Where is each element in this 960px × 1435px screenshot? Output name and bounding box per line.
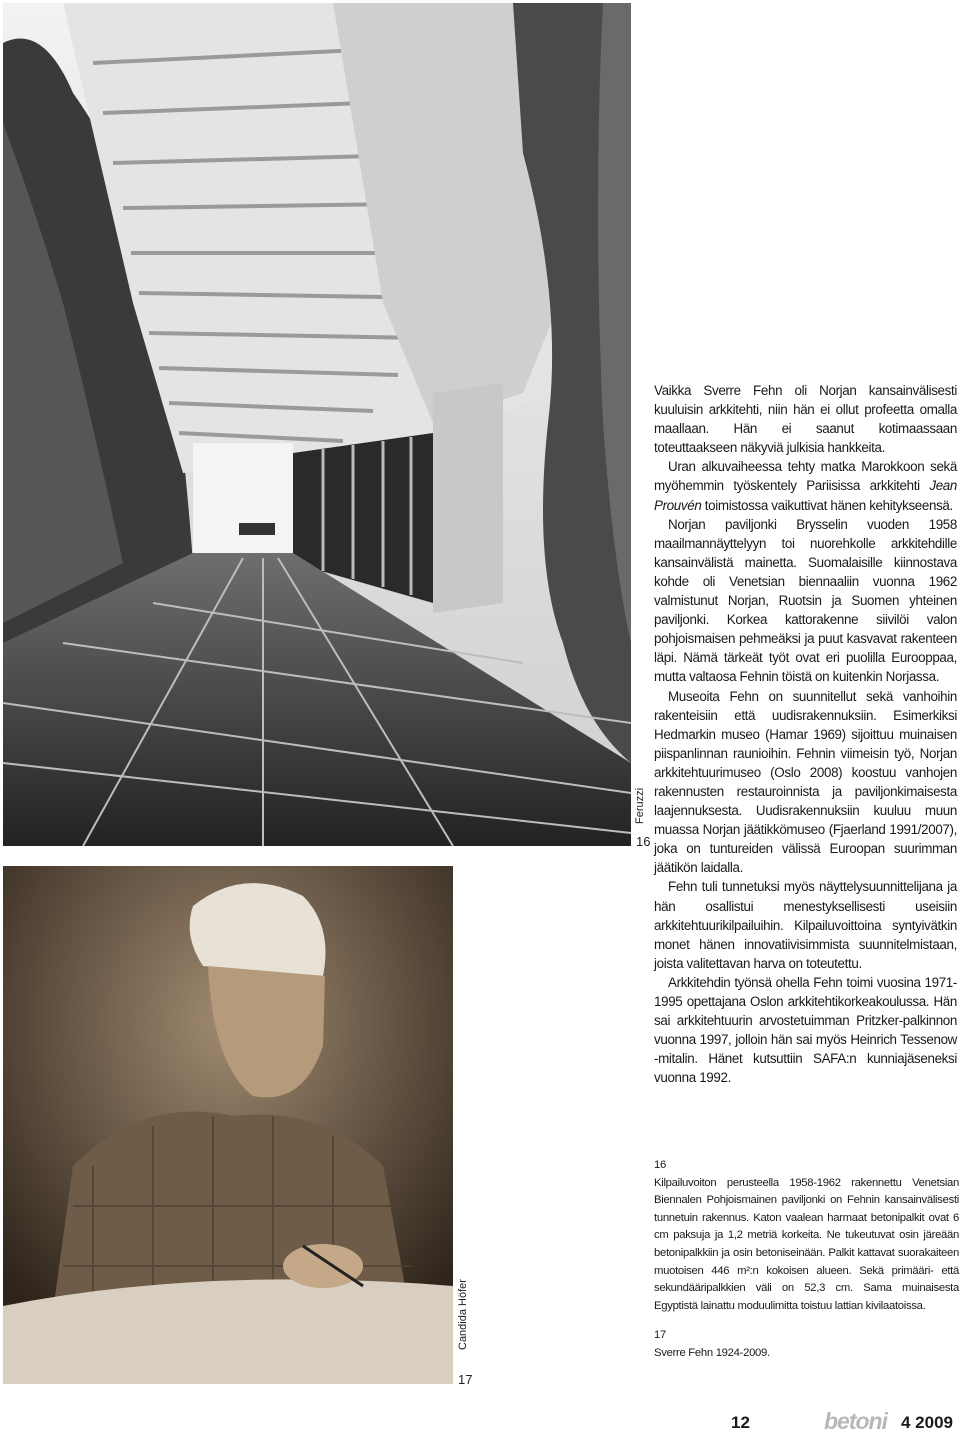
article-paragraph: Museoita Fehn on suunnitellut sekä vanhoihin rakenteisiin että uudisrakennuksiin. Esimerkiksi Hedmarkin museo (Hamar 1969) sijoittuu muinaisen piispanlinnan raunioihin. Fehnin viimeisin työ, Norjan arkkitehtuurimuseo (Oslo 2008) koostuu vanhojen rakennusten restauroinnista ja paviljonkimaisesta laajennuksesta. Uudisrakennuksiin kuuluu muun muassa Norjan jäätikkömuseo (Fjaerland 1991/2007), joka on tuntureiden välissä Euroopan suurimman jäätikön laidalla.	[654, 688, 957, 876]
article-text: toimistossa vaikuttivat hänen kehitykseensä.	[701, 497, 953, 513]
portrait-photo-illustration	[3, 866, 453, 1384]
article-paragraph: Norjan paviljonki Brysselin vuoden 1958 maailmannäyttelyyn toi nuorehkolle arkkitehdille kansainvälistä mainetta. Suomalaisille kiinnostava kohde oli Venetsian biennaaliin vuonna 1962 valmistunut Norjan, Ruotsin ja Suomen yhteinen paviljonki. Korkea kattorakenne siivilöi valon pohjoismaisen pehmeäksi ja puut kasvavat rakenteen läpi. Nämä tärkeät työt ovat eri puolilla Eurooppaa, mutta valtaosa Fehnin töistä on kuitenkin Norjassa.	[654, 516, 957, 685]
portrait-photo	[3, 866, 453, 1384]
caption-number: 16	[654, 1159, 666, 1171]
photo-number-pavilion: 16	[636, 834, 651, 849]
photo-credit-portrait: Candida Höfer	[457, 1279, 469, 1350]
article-paragraph: Vaikka Sverre Fehn oli Norjan kansainvälisesti kuuluisin arkkitehti, niin hän ei ollut profeetta omalla maallaan. Hän ei saanut kotimaassaan toteuttaakseen näkyviä julkisia hankkeita.	[654, 383, 957, 456]
article-name-italic: Jean Prouvén	[654, 478, 957, 513]
pavilion-photo	[3, 3, 631, 846]
caption-text: Sverre Fehn 1924-2009.	[654, 1346, 770, 1359]
pavilion-photo-illustration	[3, 3, 631, 846]
article-body	[654, 381, 957, 1087]
article-text: Uran alkuvaiheessa tehty matka Marokkoon sekä myöhemmin työskentely Pariisissa arkkitehti	[654, 459, 957, 494]
article-paragraph: Fehn tuli tunnetuksi myös näyttelysuunnittelijana ja hän osallistui menestyksellisesti useisiin arkkitehtuurikilpailuihin. Kilpailuvoittoina syntyivätkin monet hänen innovatiivisimmista suunnitelmistaan, joista valitettavan harva on toteutettu.	[654, 879, 957, 971]
captions	[654, 1157, 959, 1363]
caption-number: 17	[654, 1329, 666, 1342]
photo-credit-pavilion: Feruzzi	[634, 787, 646, 824]
page-number: 12	[731, 1413, 750, 1432]
caption-17	[654, 1327, 959, 1362]
article-paragraph	[654, 457, 957, 514]
issue-number: 4 2009	[901, 1413, 953, 1432]
magazine-logo: betoni	[824, 1408, 887, 1434]
photo-number-portrait: 17	[458, 1372, 473, 1387]
caption-text: Kilpailuvoiton perusteella 1958-1962 rakennettu Venetsian Biennalen Pohjoismainen paviljonki on Fehnin kansainvälisesti tunnetuin rakennus. Katon vaalean harmaat betonipalkit ovat 6 cm paksuja ja 1,2 metriä korkeita. Ne tukeutuvat osin järeään betonipalkkiin ja osin betoniseinään. Palkit kattavat suorakaiteen muotoisen 446 m²:n kokoisen alueen. Sekä primääri- että sekundääripalkkien väli on 52,3 cm. Sama muinaisesta Egyptistä lainattu moduulimitta toistuu lattian kivilaatoissa.	[654, 1176, 959, 1312]
article-paragraph: Arkkitehdin työnsä ohella Fehn toimi vuosina 1971-1995 opettajana Oslon arkkitehtikorkeakoulussa. Hän sai arkkitehtuurin arvostetuimman Pritzker-palkinnon vuonna 1997, jolloin hän sai myös Heinrich Tessenow -mitalin. Hänet kutsuttiin SAFA:n kunniajäseneksi vuonna 1992.	[654, 974, 957, 1086]
page-footer	[0, 1405, 960, 1435]
caption-16	[654, 1157, 959, 1315]
